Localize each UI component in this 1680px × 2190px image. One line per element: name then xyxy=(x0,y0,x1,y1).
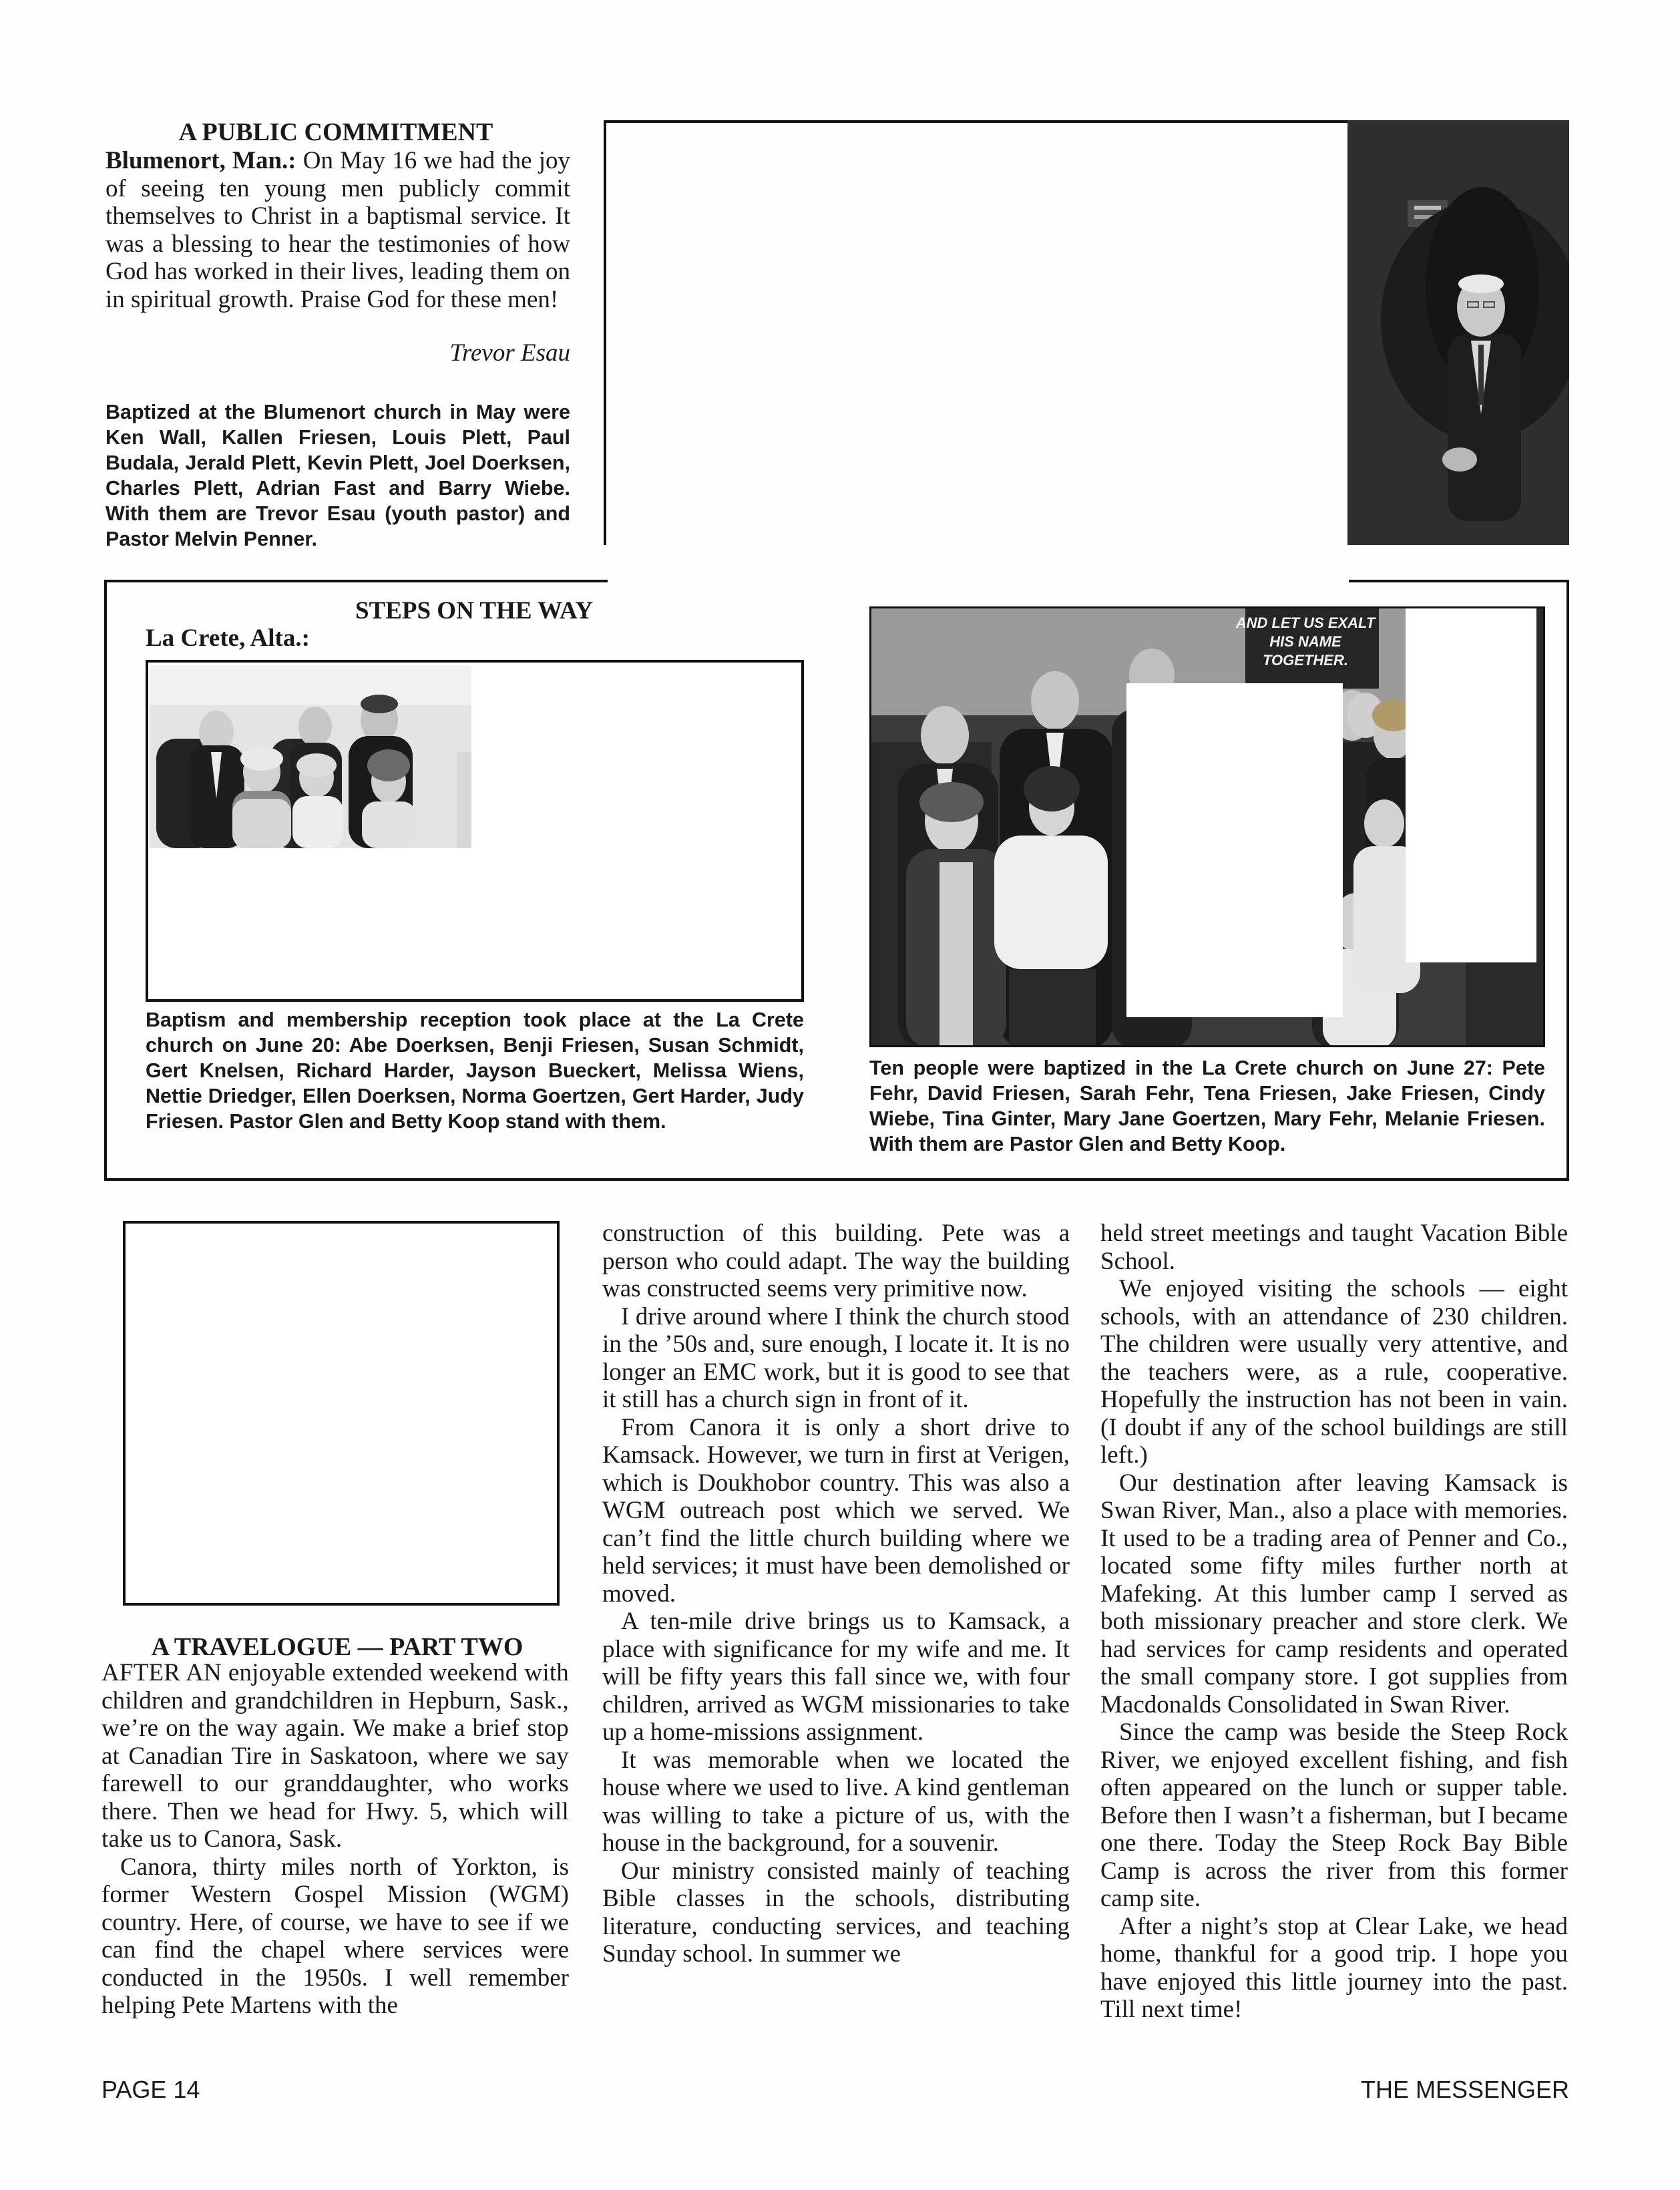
paragraph: I drive around where I think the church stood in the ’50s and, sure enough, I locate it. It is no longer an EMC work, but it is good to see that it still has a church sign in front of it. xyxy=(602,1302,1070,1413)
masked-region xyxy=(1126,683,1343,1017)
blumenort-photo xyxy=(1347,120,1569,545)
photo-caption-june27: Ten people were baptized in the La Crete church on June 27: Pete Fehr, David Friesen, Sarah Fehr, Tena Friesen, Jake Friesen, Cindy Wiebe, Tina Ginter, Mary Jane Goertzen, Mary Fehr, Melanie Friesen. With them are Pastor Glen and Betty Koop. xyxy=(869,1057,1545,1155)
photo-caption-blumenort: Baptized at the Blumenort church in May were Ken Wall, Kallen Friesen, Louis Plett, Paul Budala, Jerald Plett, Kevin Plett, Joel Doerksen, Charles Plett, Adrian Fast and Barry Wiebe. With them are Trevor Esau (youth pastor) and Pastor Melvin Penner. xyxy=(106,401,570,550)
travelogue-column-1 xyxy=(101,1659,569,2020)
publication-name: THE MESSENGER xyxy=(1360,2076,1569,2103)
steps-heading: STEPS ON THE WAY xyxy=(355,597,594,624)
article-body: On May 16 we had the joy of seeing ten young men publicly commit themselves to Christ in a baptismal service. It was a blessing to hear the testimonies of how God has worked in their lives, leading them on in spiritual growth. Praise God for these men! xyxy=(106,147,570,313)
travelogue-column-2 xyxy=(602,1220,1070,1968)
paragraph: Our ministry consisted mainly of teaching Bible classes in the schools, distributing literature, conducting services, and teaching Sunday school. In summer we xyxy=(602,1857,1070,1968)
la-crete-june20-photo xyxy=(150,665,471,848)
paragraph: We enjoyed visiting the schools — eight schools, with an attendance of 230 children. The children were usually very attentive, and the teachers were, as a rule, cooperative. Hopefully the instruction has not been in vain. (I doubt if any of the school buildings are still left.) xyxy=(1100,1275,1568,1469)
paragraph: Since the camp was beside the Steep Rock River, we enjoyed excellent fishing, and fish often appeared on the lunch or supper table. Before then I wasn’t a fisherman, but I became one there. Today the Steep Rock Bay Bible Camp is across the river from this former camp site. xyxy=(1100,1718,1568,1912)
travelogue-column-3 xyxy=(1100,1220,1568,2024)
church-banner-text: AND LET US EXALT HIS NAME TOGETHER. xyxy=(1235,614,1376,669)
paragraph: From Canora it is only a short drive to Kamsack. However, we turn in first at Verigen, which is Doukhobor country. This was also a WGM outreach post which we served. We can’t find the little church building where we held services; it must have been demolished or moved. xyxy=(602,1413,1070,1608)
photo-caption-june20: Baptism and membership reception took place at the La Crete church on June 20: Abe Doerksen, Benji Friesen, Susan Schmidt, Gert Knelsen, Richard Harder, Jayson Bueckert, Melissa Wiens, Nettie Driedger, Ellen Doerksen, Norma Goertzen, Gert Harder, Judy Friesen. Pastor Glen and Betty Koop stand with them. xyxy=(146,1009,804,1133)
page-number: PAGE 14 xyxy=(101,2076,200,2103)
la-crete-june27-photo xyxy=(869,606,1545,1047)
box-gap xyxy=(608,574,1349,584)
paragraph: held street meetings and taught Vacation Bible School. xyxy=(1100,1220,1568,1275)
paragraph: It was memorable when we located the house where we used to live. A kind gentleman was willing to take a picture of us, with the house in the background, for a souvenir. xyxy=(602,1746,1070,1857)
public-commitment-heading: A PUBLIC COMMITMENT xyxy=(178,118,493,146)
article-dateline: Blumenort, Man.: xyxy=(106,147,296,174)
paragraph: Canora, thirty miles north of Yorkton, is former Western Gospel Mission (WGM) country. Here, of course, we have to see if we can find the chapel where services were conducted in the 1950s. I well remember helping Pete Martens with the xyxy=(101,1853,569,2019)
pastor-figure-image xyxy=(1347,120,1569,545)
public-commitment-article xyxy=(106,147,570,313)
paragraph: After a night’s stop at Clear Lake, we head home, thankful for a good trip. I hope you have enjoyed this little journey into the past. Till next time! xyxy=(1100,1912,1568,2023)
travelogue-heading: A TRAVELOGUE — PART TWO xyxy=(151,1633,523,1661)
paragraph: Our destination after leaving Kamsack is Swan River, Man., also a place with memories. It used to be a trading area of Penner and Co., located some fifty miles further north at Mafeking. At this lumber camp I served as both missionary preacher and store clerk. We had services for camp residents and operated the small company store. I got supplies from Macdonalds Consolidated in Swan River. xyxy=(1100,1469,1568,1718)
group-photo-image xyxy=(150,665,471,848)
byline: Trevor Esau xyxy=(449,339,570,367)
paragraph: construction of this building. Pete was a person who could adapt. The way the building was constructed seems very primitive now. xyxy=(602,1220,1070,1302)
steps-location: La Crete, Alta.: xyxy=(146,624,310,652)
paragraph: AFTER AN enjoyable extended weekend with children and grandchildren in Hepburn, Sask., we’re on the way again. We make a brief stop at Canadian Tire in Saskatoon, where we say farewell to our granddaughter, who works there. Then we head for Hwy. 5, which will take us to Canora, Sask. xyxy=(101,1659,569,1853)
masked-region xyxy=(1406,608,1536,962)
paragraph: A ten-mile drive brings us to Kamsack, a place with significance for my wife and me. It will be fifty years this fall since we, with four children, arrived as WGM missionaries to take up a home-missions assignment. xyxy=(602,1608,1070,1746)
kamsack-photo-frame xyxy=(123,1221,560,1606)
